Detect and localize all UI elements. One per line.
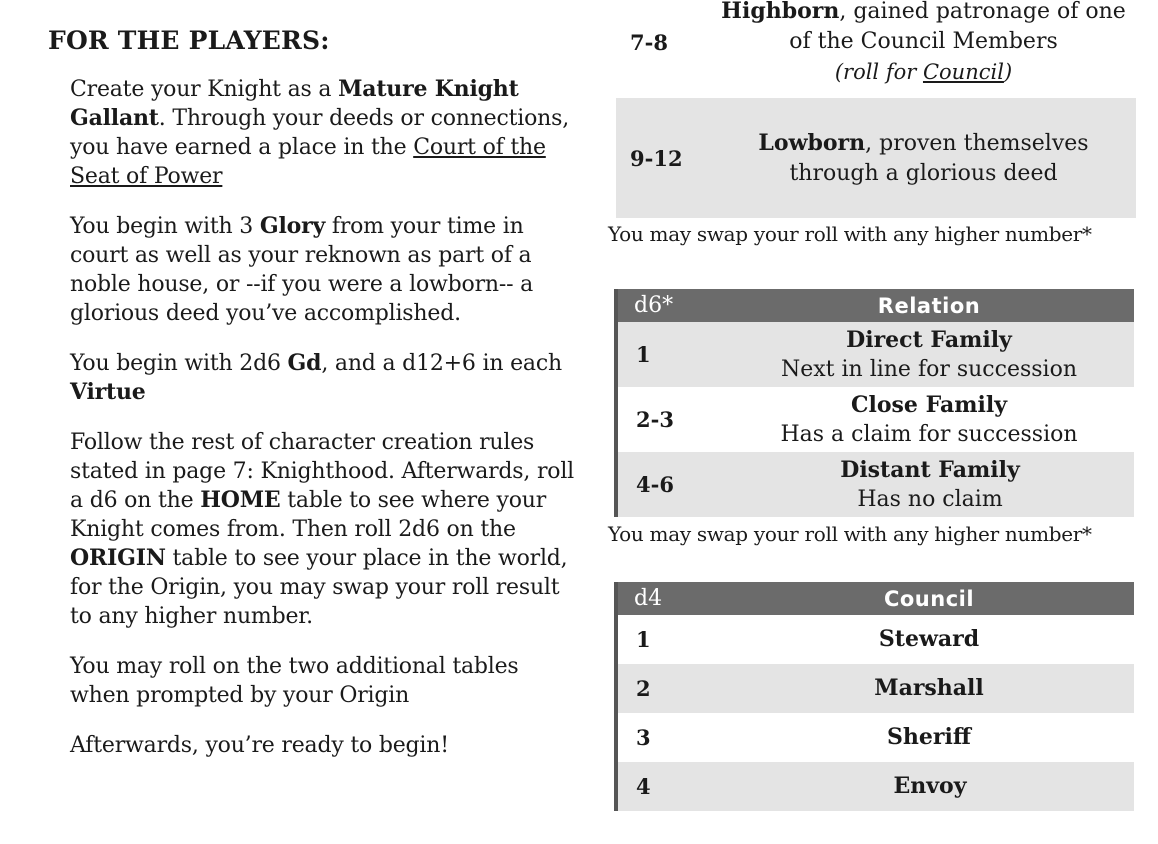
p4-bold-origin: ORIGIN [70, 545, 166, 571]
p2-text-c: from your time in court as well as your reknown as part of a noble house, or --if you were a lowborn-- a glorious deed you’ve accomplished. [70, 214, 534, 326]
paragraph-ready: Afterwards, you’re ready to begin! [70, 733, 449, 758]
p2-text-a: You begin with 3 [70, 214, 260, 239]
council-name: Steward [878, 626, 980, 652]
origin-roll: 9-12 [630, 145, 683, 171]
council-roll: 4 [616, 762, 726, 811]
p3-text-a: You begin with 2d6 [70, 351, 288, 376]
relation-swap-note: You may swap your roll with any higher number* [608, 522, 1092, 546]
relation-name: Distant Family [840, 456, 1020, 483]
council-name: Marshall [726, 664, 1134, 713]
paragraph-knight [70, 75, 578, 191]
council-link[interactable]: Council [922, 60, 1004, 84]
council-roll: 1 [636, 627, 651, 652]
relation-roll: 4-6 [616, 452, 726, 517]
origin-text: , proven themselves through a glorious deed [789, 130, 1089, 186]
origin-row-highborn [616, 0, 1136, 88]
relation-header-title: Relation [726, 289, 1134, 322]
p4-bold-home: HOME [200, 487, 281, 513]
p4-text-e: table to see your place in the world, for the Origin, you may swap your roll result to any higher number. [70, 546, 568, 629]
p4-text-a: Follow the rest of character creation rules stated in page 7: Knighthood. Afterwards, roll a d6 on the [70, 430, 575, 513]
p3-bold-virtue: Virtue [70, 379, 146, 405]
origin-note-pre: (roll for [834, 60, 923, 84]
p4-text-c: table to see where your Knight comes from. Then roll 2d6 on the [70, 488, 547, 542]
origin-title: Highborn [721, 0, 840, 24]
players-section [48, 20, 578, 781]
relation-header [616, 289, 1134, 322]
p3-bold-gd: Gd [287, 350, 322, 376]
relation-entry [726, 322, 1134, 387]
table-row [616, 713, 1134, 762]
relation-name: Direct Family [846, 326, 1012, 353]
relation-entry [726, 387, 1134, 452]
players-heading: FOR THE PLAYERS: [48, 26, 330, 55]
council-header [616, 582, 1134, 615]
relation-roll: 1 [616, 322, 726, 387]
relation-desc: Next in line for succession [780, 356, 1077, 382]
table-row [616, 664, 1134, 713]
table-row [616, 322, 1134, 387]
relation-header-roll: d6* [616, 289, 726, 322]
council-header-roll: d4 [616, 582, 726, 615]
council-table [614, 582, 1136, 811]
relation-entry [726, 452, 1134, 517]
origin-desc [711, 0, 1136, 88]
relation-desc: Has a claim for succession [780, 421, 1078, 447]
council-header-title: Council [726, 582, 1134, 615]
p1-text-c: . Through your deeds or connections, you have earned a place in the [70, 106, 570, 160]
relation-name: Close Family [850, 391, 1008, 418]
p2-bold: Glory [259, 213, 326, 239]
council-name: Envoy [726, 762, 1134, 811]
origin-note-post: ) [1003, 60, 1013, 84]
origin-roll: 7-8 [630, 29, 668, 55]
origin-title: Lowborn [758, 129, 866, 156]
p1-text-a: Create your Knight as a [70, 77, 339, 102]
table-row [616, 762, 1134, 811]
paragraph-gd [70, 349, 578, 407]
origin-row-lowborn [616, 98, 1136, 218]
council-name: Sheriff [887, 724, 971, 750]
origin-desc [711, 128, 1136, 189]
origin-text: , gained patronage of one of the Council Members [789, 0, 1126, 54]
relation-desc: Has no claim [857, 486, 1003, 512]
origin-note [835, 60, 1012, 84]
table-row [616, 452, 1134, 517]
table-row [616, 615, 1134, 664]
relation-roll: 2-3 [636, 407, 674, 432]
paragraph-additional: You may roll on the two additional tables when prompted by your Origin [70, 654, 519, 708]
origin-swap-note: You may swap your roll with any higher number* [608, 222, 1092, 246]
paragraph-rules [70, 428, 578, 631]
origin-table [616, 0, 1136, 218]
relation-table [614, 289, 1136, 517]
p1-bold: Mature Knight Gallant [70, 76, 519, 131]
council-roll: 2 [616, 664, 726, 713]
court-link[interactable]: Court of the Seat of Power [70, 135, 546, 189]
paragraph-glory [70, 212, 578, 328]
table-row [616, 387, 1134, 452]
council-roll: 3 [636, 725, 651, 750]
p3-text-c: , and a d12+6 in each [321, 351, 562, 376]
